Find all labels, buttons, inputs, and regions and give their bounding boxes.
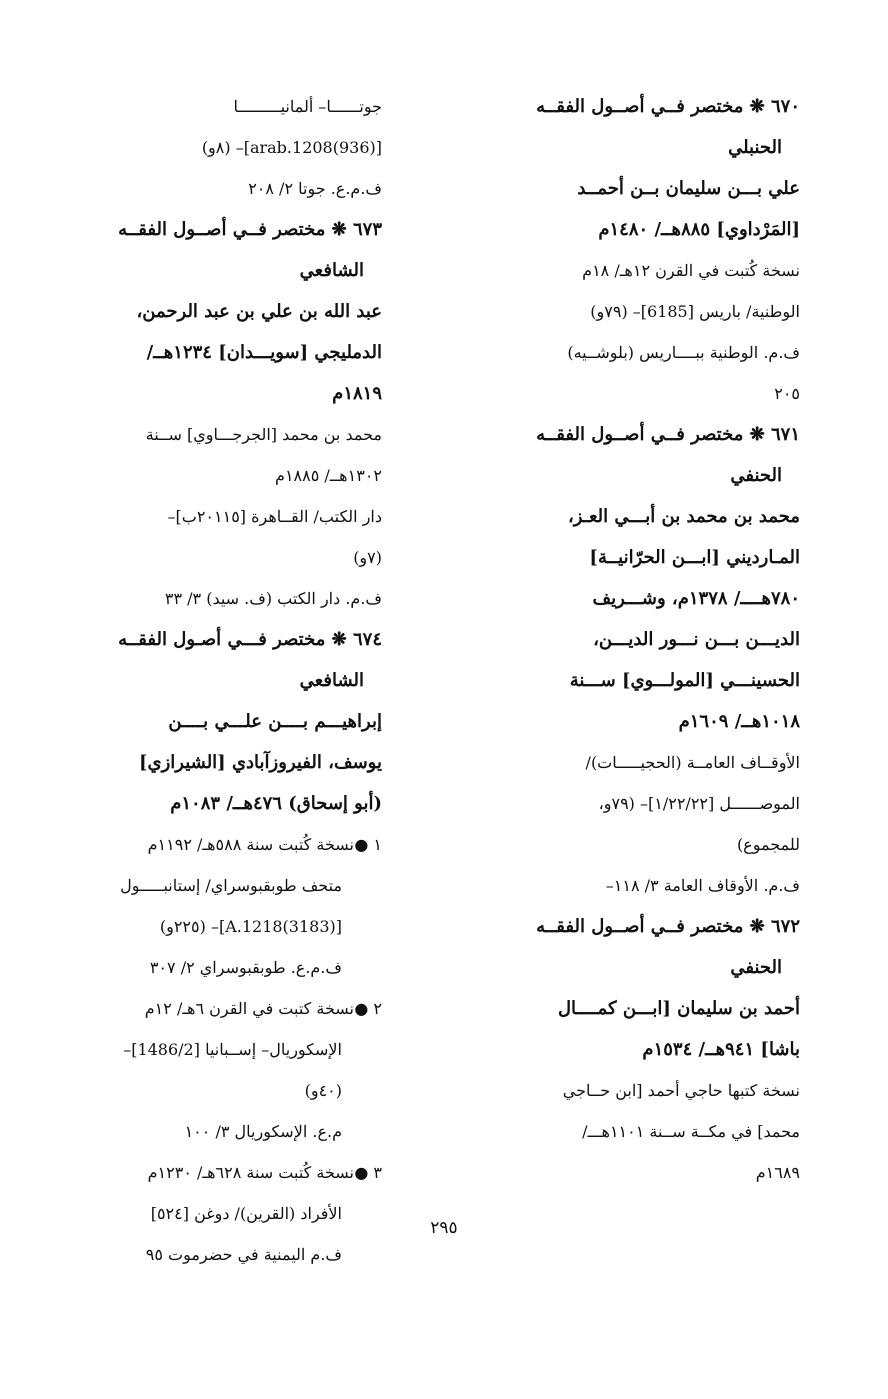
entry-detail: للمجموع) [736,835,800,854]
copy-line [82,1152,382,1193]
entry-670 [470,86,800,414]
entry-detail: جوتــــــا– ألمانيـــــــــا [233,97,382,116]
entry-detail: نسخة كتبها حاجي أحمد [ابن حــاجي [562,1081,800,1100]
entry-title: ٦٧١ ❋ مختصر فــي أصــول الفقــه [536,424,800,445]
entry-author: إبراهيـــم بــــن علـــي بــــن [168,711,382,732]
entry-author: [المَرْداوي] ٨٨٥هــ/ ١٤٨٠م [598,219,800,240]
copy-number: ٣ ● [354,1163,382,1182]
copy-line [82,988,382,1029]
entry-author: ٧٨٠هــــ/ ١٣٧٨م، وشـــريف [592,588,800,609]
entry-672-continued [82,86,382,209]
entry-detail: ف.م.ع. طوبقبوسراي ٢/ ٣٠٧ [149,958,342,977]
entry-detail: (٧و) [353,548,382,567]
entry-author: المـارديني [ابـــن الحرّانيــة] [589,547,800,568]
copy-number: ١ ● [354,835,382,854]
entry-title-cont: الشافعي [299,260,364,281]
entry-detail: الوطنية/ باريس [6185]– (٧٩و) [590,302,800,321]
entry-detail: م.ع. الإسكوريال ٣/ ١٠٠ [184,1122,342,1141]
entry-detail: دار الكتب/ القــاهرة [٢٠١١٥ب]– [167,507,382,526]
page-number: ٢٩٥ [430,1218,458,1238]
entry-detail: ف.م. الوطنية ببــــاريس (بلوشــيه) [567,343,800,362]
entry-detail: ف.م. الأوقاف العامة ٣/ ١١٨– [605,876,800,895]
entry-title: ٦٧٠ ❋ مختصر فــي أصــول الفقــه [536,96,800,117]
right-column [470,86,800,1193]
entry-title: ٦٧٢ ❋ مختصر فــي أصــول الفقــه [536,916,800,937]
copy-date: نسخة كُتبت سنة ٦٢٨هـ/ ١٢٣٠م [147,1163,354,1182]
entry-detail: الأوقــاف العامــة (الحجيـــــات)/ [585,753,800,772]
entry-author: عبد الله بن علي بن عبد الرحمن، [136,301,382,322]
copy-line [82,824,382,865]
entry-title-cont: الحنفي [730,957,782,978]
entry-detail: الموصــــــل [١/٢٢/٢٢]– (٧٩و، [598,794,800,813]
entry-detail: (٤٠و) [304,1081,342,1100]
copy-date: نسخة كتبت في القرن ٦هـ/ ١٢م [144,999,354,1018]
entry-author: ١٨١٩م [332,383,382,404]
entry-title-cont: الحنبلي [728,137,782,158]
entry-detail: الإسكوريال– إســبانيا [1486/2]– [123,1040,342,1059]
entry-673 [82,209,382,619]
copy-date: نسخة كُتبت سنة ٥٨٨هـ/ ١١٩٢م [147,835,354,854]
entry-author: أحمد بن سليمان [ابـــن كمــــال [557,998,800,1019]
entry-title: ٦٧٣ ❋ مختصر فــي أصــول الفقــه [118,219,382,240]
copy-item [82,988,382,1152]
entry-detail: متحف طوبقبوسراي/ إستانبـــــول [120,876,342,895]
copy-item [82,824,382,988]
copy-number: ٢ ● [354,999,382,1018]
entry-detail: [arab.1208(936)]– (٨و) [201,138,382,157]
entry-671 [470,414,800,906]
entry-author: باشا] ٩٤١هــ/ ١٥٣٤م [642,1039,800,1060]
entry-author: الحسينـــي [المولـــوي] ســـنة [569,670,800,691]
entry-author: يوسف، الفيروزآبادي [الشيرازي] [138,752,382,773]
entry-detail: ف.م اليمنية في حضرموت ٩٥ [145,1245,342,1264]
entry-detail: ف.م. دار الكتب (ف. سيد) ٣/ ٣٣ [164,589,382,608]
entry-detail: الأفراد (القرين)/ دوغن [٥٢٤] [150,1204,342,1223]
left-column [82,86,382,1275]
entry-detail: ف.م.ع. جوتا ٢/ ٢٠٨ [248,179,382,198]
entry-detail: ١٦٨٩م [755,1163,800,1182]
entry-author: (أبو إسحاق) ٤٧٦هــ/ ١٠٨٣م [170,793,382,814]
entry-672 [470,906,800,1193]
entry-title-cont: الشافعي [299,670,364,691]
entry-674 [82,619,382,1275]
copy-item [82,1152,382,1275]
entry-detail: ٢٠٥ [774,384,800,403]
entry-detail: محمد بن محمد [الجرجـــاوي] ســنة [145,425,382,444]
entry-detail: [A.1218(3183)]– (٢٢٥و) [159,917,342,936]
entry-title: ٦٧٤ ❋ مختصر فـــي أصـول الفقــه [118,629,382,650]
entry-title-cont: الحنفي [730,465,782,486]
entry-detail: محمد] في مكــة ســنة ١١٠١هـــ/ [582,1122,800,1141]
entry-author: الدمليجي [سويـــدان] ١٢٣٤هــ/ [146,342,382,363]
entry-author: الديـــن بـــن نـــور الديـــن، [593,629,800,650]
entry-detail: نسخة كُتبت في القرن ١٢هـ/ ١٨م [582,261,800,280]
entry-author: علي بـــن سليمان بــن أحمــد [577,178,800,199]
entry-detail: ١٣٠٢هــ/ ١٨٨٥م [275,466,382,485]
entry-author: ١٠١٨هــ/ ١٦٠٩م [678,711,800,732]
entry-author: محمد بن محمد بن أبـــي العـز، [567,506,800,527]
